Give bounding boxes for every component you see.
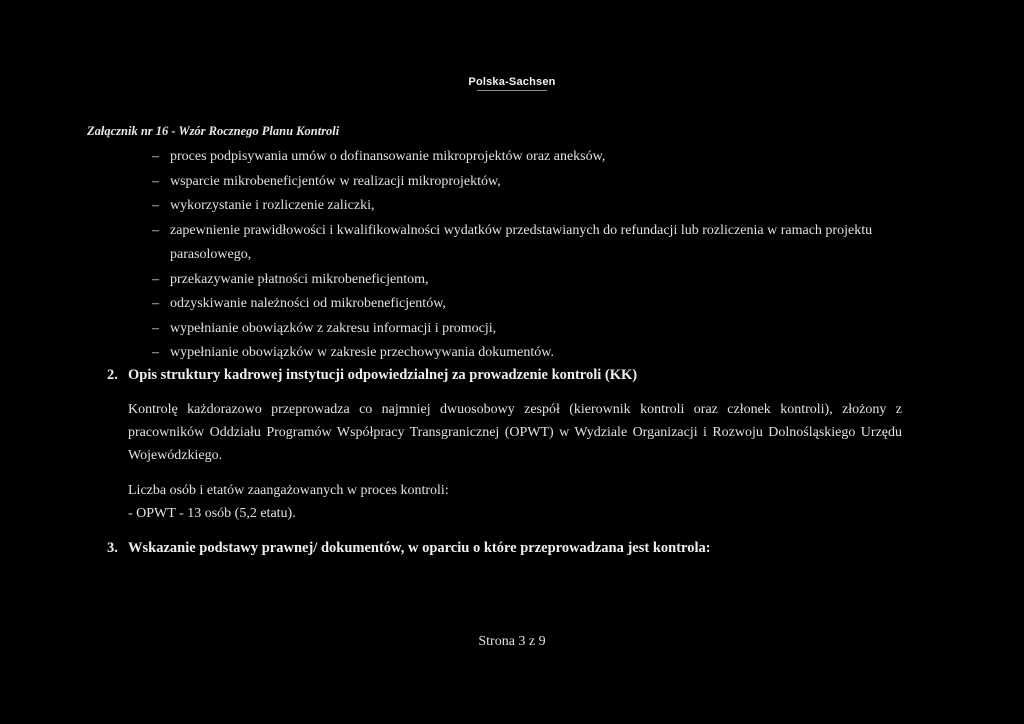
dash-marker: – — [152, 173, 159, 189]
list-item-text: proces podpisywania umów o dofinansowanie mikroprojektów oraz aneksów, — [170, 149, 606, 164]
list-item-text: wsparcie mikrobeneficjentów w realizacji mikroprojektów, — [170, 173, 501, 189]
dash-marker: – — [152, 320, 159, 336]
list-item-text: wypełnianie obowiązków z zakresu informacji i promocji, — [170, 320, 497, 336]
list-item — [152, 145, 912, 170]
list-item — [152, 219, 912, 268]
list-item — [152, 317, 912, 342]
staff-structure-paragraph: Kontrolę każdorazowo przeprowadza co najmniej dwuosobowy zespół (kierownik kontroli oraz członek kontroli), złożony z pracowników Oddziału Programów Współpracy Transgranicznej (OPWT) w Wydziale Organizacji i Rozwoju Dolnośląskiego Urzędu Wojewódzkiego. — [128, 402, 902, 463]
dash-marker: – — [152, 222, 159, 238]
list-item — [152, 194, 912, 219]
dash-marker: – — [152, 271, 159, 287]
staff-count-value: - OPWT - 13 osób (5,2 etatu). — [128, 506, 296, 521]
list-item-text: zapewnienie prawidłowości i kwalifikowalności wydatków przedstawianych do refundacji lub rozliczenia w ramach projektu parasolowego, — [170, 222, 873, 262]
list-item-text: odzyskiwanie należności od mikrobeneficjentów, — [170, 296, 446, 311]
list-item — [152, 341, 912, 366]
program-logo-text: Polska-Sachsen — [468, 76, 556, 88]
staff-count-block — [128, 479, 902, 525]
section-3-title: Wskazanie podstawy prawnej/ dokumentów, w oparciu o które przeprowadzana jest kontrola: — [128, 540, 711, 556]
section-3-number: 3. — [107, 540, 118, 556]
staff-count-label: Liczba osób i etatów zaangażowanych w proces kontroli: — [128, 483, 449, 498]
list-item-text: wypełnianie obowiązków w zakresie przechowywania dokumentów. — [170, 345, 554, 360]
section-2-heading — [107, 367, 637, 384]
list-item-text: wykorzystanie i rozliczenie zaliczki, — [170, 198, 375, 213]
list-item-text: przekazywanie płatności mikrobeneficjentom, — [170, 271, 429, 287]
list-item — [152, 268, 912, 293]
section-2-number: 2. — [107, 367, 118, 383]
list-item — [152, 170, 912, 195]
logo-underline — [477, 90, 547, 91]
dash-marker: – — [152, 198, 159, 213]
dash-marker: – — [152, 296, 159, 311]
page-number: Strona 3 z 9 — [478, 634, 546, 649]
dash-marker: – — [152, 345, 159, 360]
section-2-title: Opis struktury kadrowej instytucji odpowiedzialnej za prowadzenie kontroli (KK) — [128, 367, 638, 383]
section-3-heading — [107, 540, 711, 557]
list-item — [152, 292, 912, 317]
program-logo — [0, 76, 1024, 91]
attachment-header: Załącznik nr 16 - Wzór Rocznego Planu Kontroli — [87, 124, 340, 138]
control-scope-list — [152, 145, 912, 366]
dash-marker: – — [152, 149, 159, 164]
